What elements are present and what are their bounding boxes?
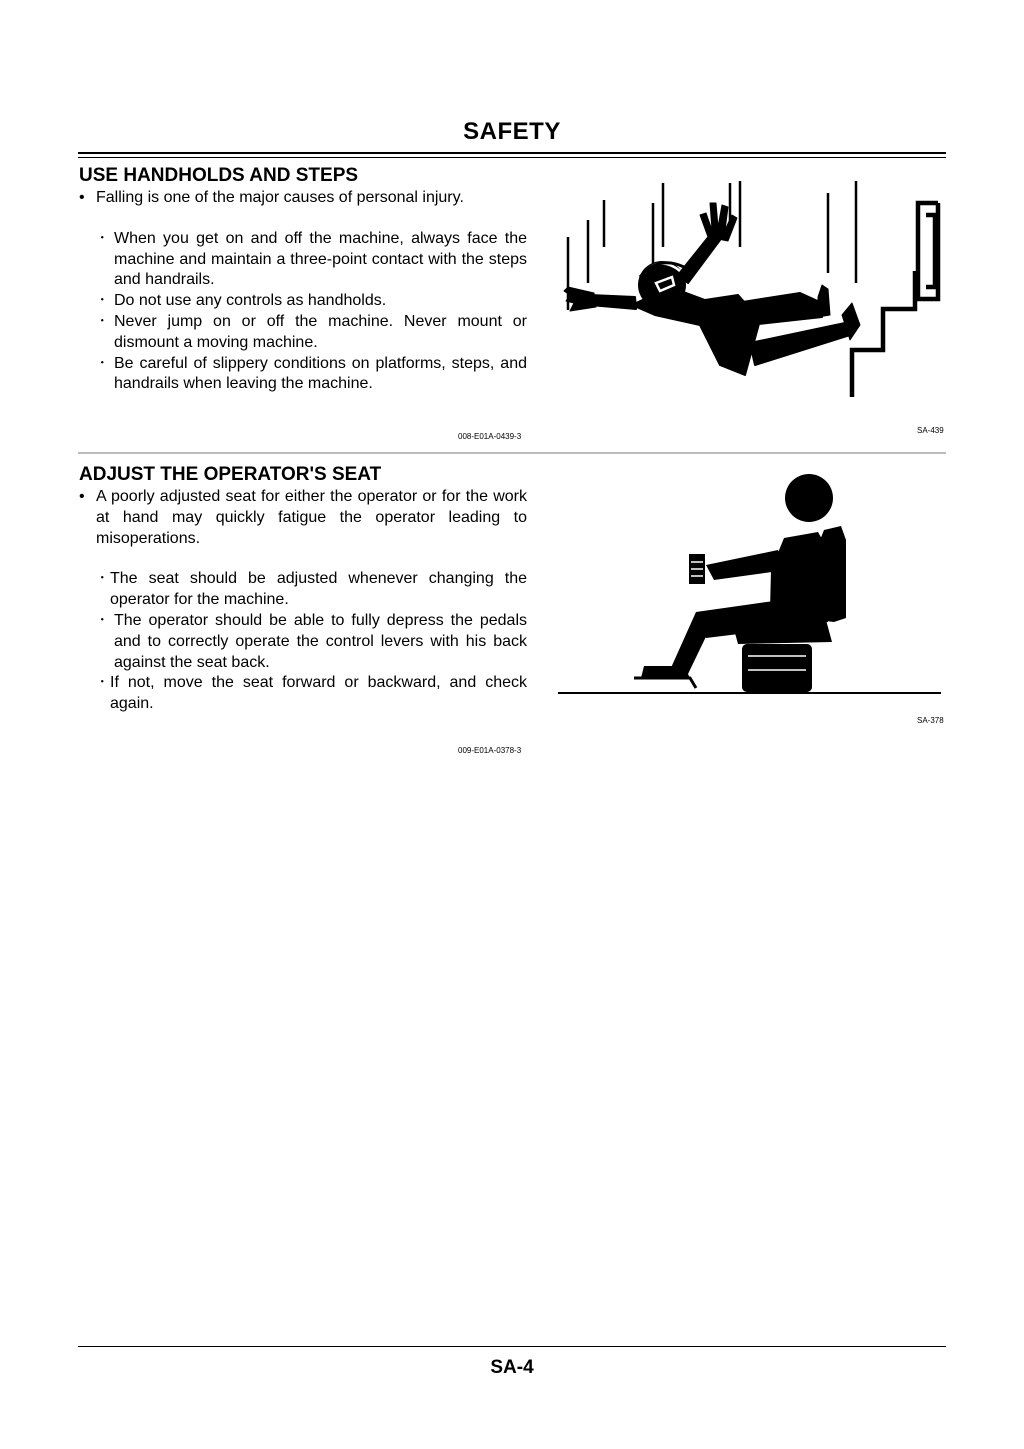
page-title: SAFETY [463, 118, 561, 145]
section-heading-seat: ADJUST THE OPERATOR'S SEAT [79, 464, 382, 485]
seated-operator-icon [558, 474, 941, 693]
sub-item [79, 611, 527, 673]
sub-bullet-icon: ･ [99, 570, 106, 586]
figure-code: SA-378 [917, 716, 944, 725]
sub-bullet-icon: ･ [99, 292, 106, 308]
sub-item [79, 291, 527, 312]
section-divider [78, 452, 946, 454]
main-bullet-text: A poorly adjusted seat for either the operator or for the work at hand may quickly fatigue the operator leading to misoperations. [96, 488, 527, 547]
falling-person-illustration [560, 175, 950, 400]
main-bullet [79, 487, 527, 549]
sub-item [79, 569, 527, 611]
sub-item-text: Do not use any controls as handholds. [114, 292, 387, 310]
sub-item-text: The seat should be adjusted whenever changing the operator for the machine. [110, 570, 527, 609]
figure-code: SA-439 [917, 426, 944, 435]
sub-bullet-icon: ･ [99, 354, 106, 370]
sub-item [79, 312, 527, 354]
sub-item-text: If not, move the seat forward or backward, and check again. [110, 674, 527, 713]
sub-item-text: When you get on and off the machine, always face the machine and maintain a three-point contact with the steps and handrails. [114, 229, 527, 289]
sub-bullet-icon: ･ [99, 229, 106, 245]
main-bullet-text: Falling is one of the major causes of personal injury. [96, 189, 464, 206]
seated-operator-illustration [556, 470, 946, 700]
sub-item-text: Never jump on or off the machine. Never mount or dismount a moving machine. [114, 312, 527, 351]
sub-bullet-icon: ･ [99, 611, 106, 627]
sub-item [79, 229, 527, 291]
sub-list [79, 229, 527, 395]
bullet-dot-icon: • [79, 189, 85, 206]
sub-bullet-icon: ･ [99, 674, 106, 690]
doc-code: 009-E01A-0378-3 [458, 746, 522, 755]
section-heading-handholds: USE HANDHOLDS AND STEPS [79, 165, 359, 186]
footer-rule [78, 1346, 946, 1347]
header-rule-thin [78, 157, 946, 158]
doc-code: 008-E01A-0439-3 [458, 432, 522, 441]
sub-bullet-icon: ･ [99, 312, 106, 328]
bullet-dot-icon: • [79, 488, 85, 505]
page-number: SA-4 [490, 1357, 534, 1378]
sub-list [79, 569, 527, 715]
sub-item-text: The operator should be able to fully depress the pedals and to correctly operate the control levers with his back against the seat back. [114, 611, 527, 671]
main-bullet [79, 188, 527, 209]
section-body-handholds [79, 188, 527, 395]
sub-item [79, 354, 527, 396]
section-body-seat [79, 487, 527, 715]
sub-item-text: Be careful of slippery conditions on platforms, steps, and handrails when leaving the machine. [114, 354, 527, 393]
falling-person-icon [564, 181, 938, 397]
header-rule [78, 152, 946, 154]
sub-item [79, 673, 527, 715]
